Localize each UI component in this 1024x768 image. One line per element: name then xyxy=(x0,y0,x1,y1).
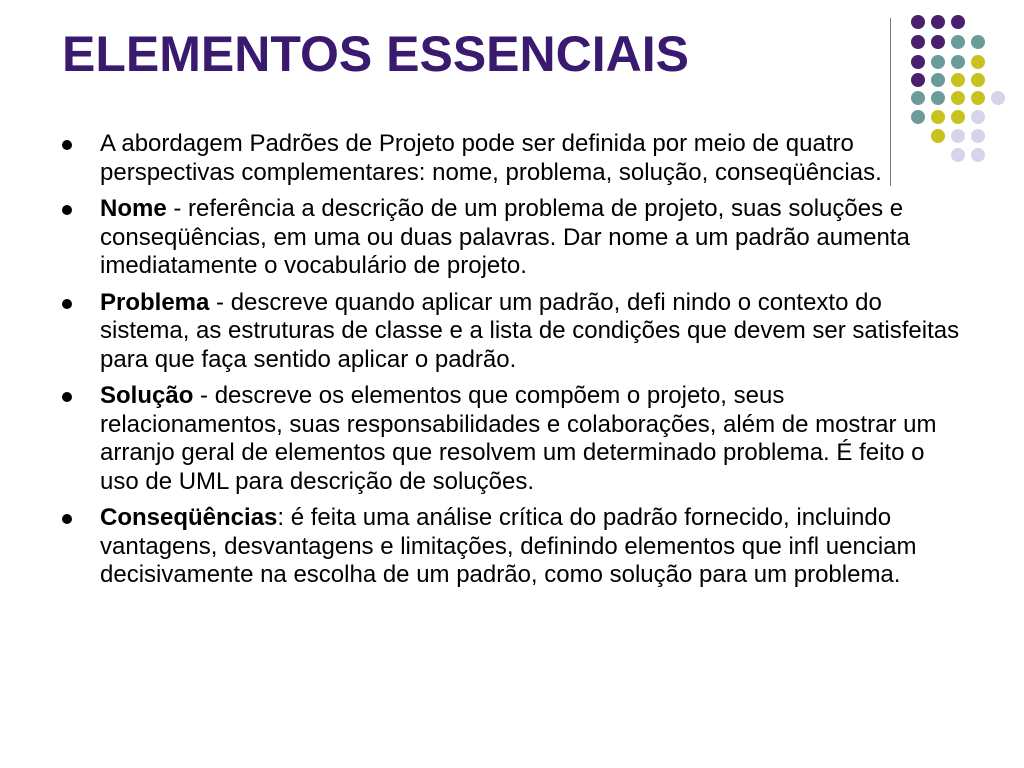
bullet-list xyxy=(62,130,962,598)
slide-title: ELEMENTOS ESSENCIAIS xyxy=(62,26,689,82)
decor-dot-olive xyxy=(971,55,985,69)
bullet-term: Problema xyxy=(100,288,210,316)
decor-dot-teal xyxy=(951,35,965,49)
decor-dot-lavender xyxy=(971,129,985,143)
decor-dot-teal xyxy=(931,55,945,69)
bullet-text: A abordagem Padrões de Projeto pode ser definida por meio de quatro perspectivas complementares: nome, problema, solução, conseqüências. xyxy=(100,130,882,186)
bullet-icon xyxy=(62,514,72,524)
decor-dot-teal xyxy=(911,110,925,124)
bullet-text: descreve quando aplicar um padrão, defi nindo o contexto do sistema, as estruturas de classe e a lista de condições que devem ser satisfeitas para que faça sentido aplicar o padrão. xyxy=(100,288,960,373)
decor-dot-olive xyxy=(971,91,985,105)
decor-dot-olive xyxy=(951,91,965,105)
bullet-item-nome xyxy=(62,195,962,281)
bullet-separator: - xyxy=(209,288,231,316)
decor-dot-purple xyxy=(911,15,925,29)
decor-dot-teal xyxy=(931,73,945,87)
bullet-term: Solução xyxy=(100,382,194,409)
decor-dot-olive xyxy=(931,110,945,124)
decor-dot-purple xyxy=(931,35,945,49)
bullet-term: Nome xyxy=(100,195,167,222)
decor-dot-olive xyxy=(951,73,965,87)
decor-dot-lavender xyxy=(971,110,985,124)
decor-dot-purple xyxy=(951,15,965,29)
decor-dot-lavender xyxy=(991,91,1005,105)
bullet-item-solucao xyxy=(62,382,962,496)
decor-dot-purple xyxy=(931,15,945,29)
decor-dot-teal xyxy=(951,55,965,69)
bullet-text: descreve os elementos que compõem o projeto, seus relacionamentos, suas responsabilidades e colaborações, além de mostrar um arranjo geral de elementos que resolvem um determinado problema. É feito o uso de UML para descrição de soluções. xyxy=(100,382,937,495)
bullet-item-intro xyxy=(62,130,962,187)
decor-dot-purple xyxy=(911,35,925,49)
bullet-text: é feita uma análise crítica do padrão fornecido, incluindo vantagens, desvantagens e limitações, definindo elementos que infl uenciam decisivamente na escolha de um padrão, como solução para um problema. xyxy=(100,504,917,588)
bullet-term: Conseqüências xyxy=(100,504,278,531)
decor-dot-teal xyxy=(931,91,945,105)
decor-dot-purple xyxy=(911,55,925,69)
bullet-item-problema xyxy=(62,289,962,375)
bullet-text: referência a descrição de um problema de projeto, suas soluções e conseqüências, em uma ou duas palavras. Dar nome a um padrão aumenta imediatamente o vocabulário de projeto. xyxy=(100,195,910,279)
bullet-icon xyxy=(62,140,72,150)
decor-dot-lavender xyxy=(971,148,985,162)
bullet-item-consequencias xyxy=(62,504,962,590)
bullet-icon xyxy=(62,205,72,215)
decor-dot-olive xyxy=(951,110,965,124)
bullet-separator: : xyxy=(277,504,291,531)
bullet-separator: - xyxy=(193,382,215,409)
decor-dot-olive xyxy=(971,73,985,87)
decor-dot-teal xyxy=(911,91,925,105)
decor-dot-purple xyxy=(911,73,925,87)
decor-dot-teal xyxy=(971,35,985,49)
bullet-separator: - xyxy=(166,195,189,222)
bullet-icon xyxy=(62,392,72,402)
bullet-icon xyxy=(62,299,72,309)
